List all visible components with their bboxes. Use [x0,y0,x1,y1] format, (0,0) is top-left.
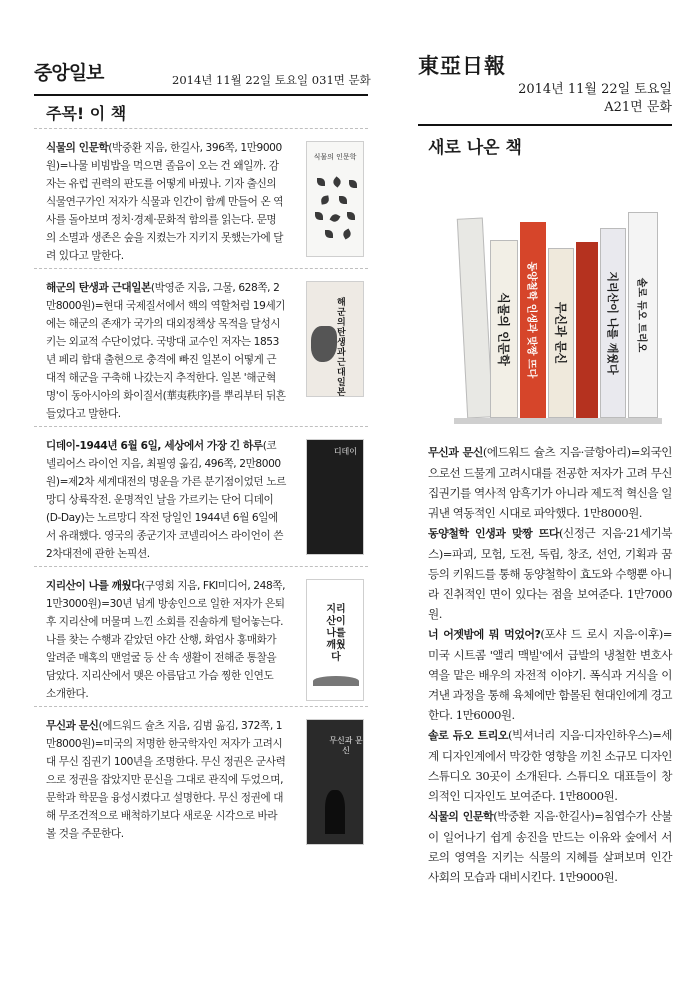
book-entry [34,426,368,565]
map-illustration [311,326,337,362]
book-title: 식물의 인문학 [46,142,109,154]
review-item [428,442,672,523]
review-item [428,725,672,806]
cover-title: 무신과 문신 [329,736,363,755]
book-info: (박중환 지음, 한길사, 396쪽, 1만9000원) [46,142,282,172]
cover-title: 디데이 [333,447,357,456]
review-body: =외국인으로선 드물게 고려시대를 전공한 저자가 고려 무신 집권기를 역사적 암흑기가 아니라 제도적 혁신을 일궈낸 역동적인 시대로 파악했다. 1만8000원. [428,445,673,520]
book-entry-text [46,279,286,423]
mountain-illustration [313,676,359,686]
book-spine [576,242,598,418]
book-title: 디데이-1944년 6월 6일, 세상에서 가장 긴 하루 [46,440,263,452]
book-title: 해군의 탄생과 근대일본 [46,282,151,294]
book-spine [457,217,493,418]
book-description: =현대 국제질서에서 핵의 역할처럼 19세기에는 해군의 존재가 국가의 대외정책상 목적을 달성시키는 외교적 수단이었다. 국방대 교수인 저자는 1853년 페리 함대 출현으로 충격에 빠진 일본이 어떻게 근대적 해군을 구축해 나갔는지 추적한다. 일본 '해군혁명'이 동아시아의 화이질서(華夷秩序)를 뿌리부터 뒤흔들었다고 말한다. [46,300,286,420]
book-title: 무신과 문신 [46,720,99,732]
book-entry [34,566,368,705]
leaf-icon [315,212,323,220]
joongang-logo: 중앙일보 [34,62,104,84]
figure-illustration [325,790,345,834]
book-spine [600,228,626,418]
leaf-icon [349,180,357,188]
book-cover-image [306,141,364,257]
book-entry [34,128,368,267]
review-body: =미국 시트콤 '앨리 맥빌'에서 급발의 냉철한 변호사 역을 맡은 배우의 자전적 이야기. 폭식과 거식을 이겨낸 과정을 통해 육체에만 함몰된 현대인에게 경고한다. 1만6000원. [428,627,672,722]
review-info: (포샤 드 로시 지음·이후) [540,627,663,641]
new-books-list [428,442,672,887]
leaf-icon [325,230,333,238]
spine-title: 솔로 듀오 트리오 [635,277,647,353]
review-item [428,806,672,887]
review-body: =침엽수가 산불이 일어나기 쉽게 송진을 만드는 이유와 숲에서 서로의 영역을 지키는 식물의 지혜를 살펴보며 인간 사회의 모습과 대비시킨다. 1만9000원. [428,809,672,884]
book-cover-image [306,439,364,555]
joongang-dateline: 2014년 11월 22일 토요일 031면 문화 [172,73,371,87]
book-spines-photo [454,172,662,430]
section-title-new-books: 새로 나온 책 [428,138,522,158]
book-spine [520,222,546,418]
review-title: 식물의 인문학 [428,810,494,823]
book-cover-image [306,281,364,397]
leaf-icon [330,213,341,224]
book-entry-text [46,577,286,703]
book-info: (구영회 지음, FKI미디어, 248쪽, 1만3000원) [46,580,286,610]
leaf-icon [342,229,353,240]
review-title: 무신과 문신 [428,446,483,459]
spine-title: 식물의 인문학 [496,292,511,366]
leaf-icon [320,195,329,204]
leaf-icon [347,212,355,220]
leaf-icon [331,176,342,187]
book-info: (박영준 지음, 그물, 628쪽, 2만8000원) [46,282,280,312]
book-entry-text [46,139,286,265]
review-item [428,523,672,624]
review-info: (박중환 지음·한길사) [493,809,595,823]
book-spine [628,212,658,418]
review-info: (신정근 지음·21세기북스) [428,526,672,561]
book-description: =미국의 저명한 한국학자인 저자가 고려시대 무신 집권기 100년을 조명한다. 무신 정권은 군사력으로 정권을 잡았지만 문신을 그대로 관직에 두었으며, 문학과 학문을 융성시켰다고 설명한다. 무신 정권에 대해 무조건적으로 배척하기보다 새로운 시각으로 바라볼 것을 주문한다. [46,738,286,840]
header-rule [418,124,672,126]
book-entry [34,268,368,425]
spine-title: 동양철학 인생과 맞짱 뜨다 [525,261,537,379]
book-info: (코넬리어스 라이언 지음, 최필영 옮김, 496쪽, 2만8000원) [46,440,281,488]
book-description: =30년 넘게 방송인으로 일한 저자가 은퇴 후 지리산에 머물며 느낀 소회를 진솔하게 털어놓는다. 나를 찾는 수행과 같았던 야간 산행, 화엄사 홍매화가 알려준 매혹의 맨얼굴 등 산 속 생활이 전해준 통찰을 담았다. 지리산에서 맺은 아름답고 가슴 찡한 인연도 소개한다. [46,598,285,700]
review-info: (빅셔너리 지음·디자인하우스) [508,728,653,742]
donga-logo: 東亞日報 [418,53,506,78]
review-info: (에드워드 슐츠 지음·글항아리) [482,445,631,459]
review-title: 너 어젯밤에 뭐 먹었어? [428,628,541,641]
book-entry-text [46,717,286,843]
book-description: =제2차 세계대전의 명운을 가른 분기점이었던 노르망디 상륙작전. 운명적인 날을 가르키는 단어 디데이(D-Day)는 노르망디 작전 당일인 1944년 6월 6일에서 유래했다. 영국의 종군기자 코넬리어스 라이언이 쓴 2차대전에 관한 논픽션. [46,476,286,560]
leaf-icon [339,196,347,204]
book-cover-image [306,579,364,701]
book-spine [490,240,518,418]
review-title: 솔로 듀오 트리오 [428,729,509,742]
section-title-attention: 주목! 이 책 [46,104,127,123]
book-cover-image [306,719,364,845]
shelf [454,418,662,424]
cover-title: 지리산이 나를 깨웠다 [326,604,346,663]
dateline-date: 2014년 11월 22일 토요일 [518,82,672,97]
spine-title: 무신과 문신 [553,301,568,365]
book-title: 지리산이 나를 깨웠다 [46,580,142,592]
review-item [428,624,672,725]
leaf-icon [317,178,325,186]
dateline-page: A21면 문화 [604,100,672,115]
book-entry [34,706,368,847]
header-rule [34,94,368,96]
book-entry-text [46,437,286,563]
cover-title: 식물의 인문학 [313,153,357,161]
book-spine [548,248,574,418]
review-body: =세계 디자인계에서 막강한 영향을 끼친 소규모 디자인 스튜디오 30곳이 소개된다. 스튜디오 대표들이 창의적인 디자인도 보여준다. 1만8000원. [428,728,673,803]
spine-title: 지리산이 나를 깨웠다 [606,271,619,375]
review-title: 동양철학 인생과 맞짱 뜨다 [428,527,560,540]
review-body: =파괴, 모험, 도전, 독립, 창조, 선언, 기획과 꿈 등의 키워드를 통해 동양철학이 효도와 수행뿐 아니라 진취적인 면이 있다는 점을 보여준다. 1만7000원. [428,547,672,621]
book-info: (에드워드 슐츠 지음, 김범 옮김, 372쪽, 1만8000원) [46,720,283,750]
cover-title: 해군의 탄생과 근대일본 [337,298,346,397]
donga-dateline [518,81,672,117]
book-description: =나물 비빔밥을 먹으면 졸음이 오는 건 왜일까. 감자는 유럽 권력의 판도를 어떻게 바꿨나. 기자 출신의 식물연구가인 저자가 식물과 인간이 함께 만들어 온 역사를 돌아보며 정치·경제·문화적 함의를 읽는다. 문명의 소멸과 생존은 숲을 지켰는가 지키지 못했는가에 달려 있다고 말한다. [46,160,284,262]
